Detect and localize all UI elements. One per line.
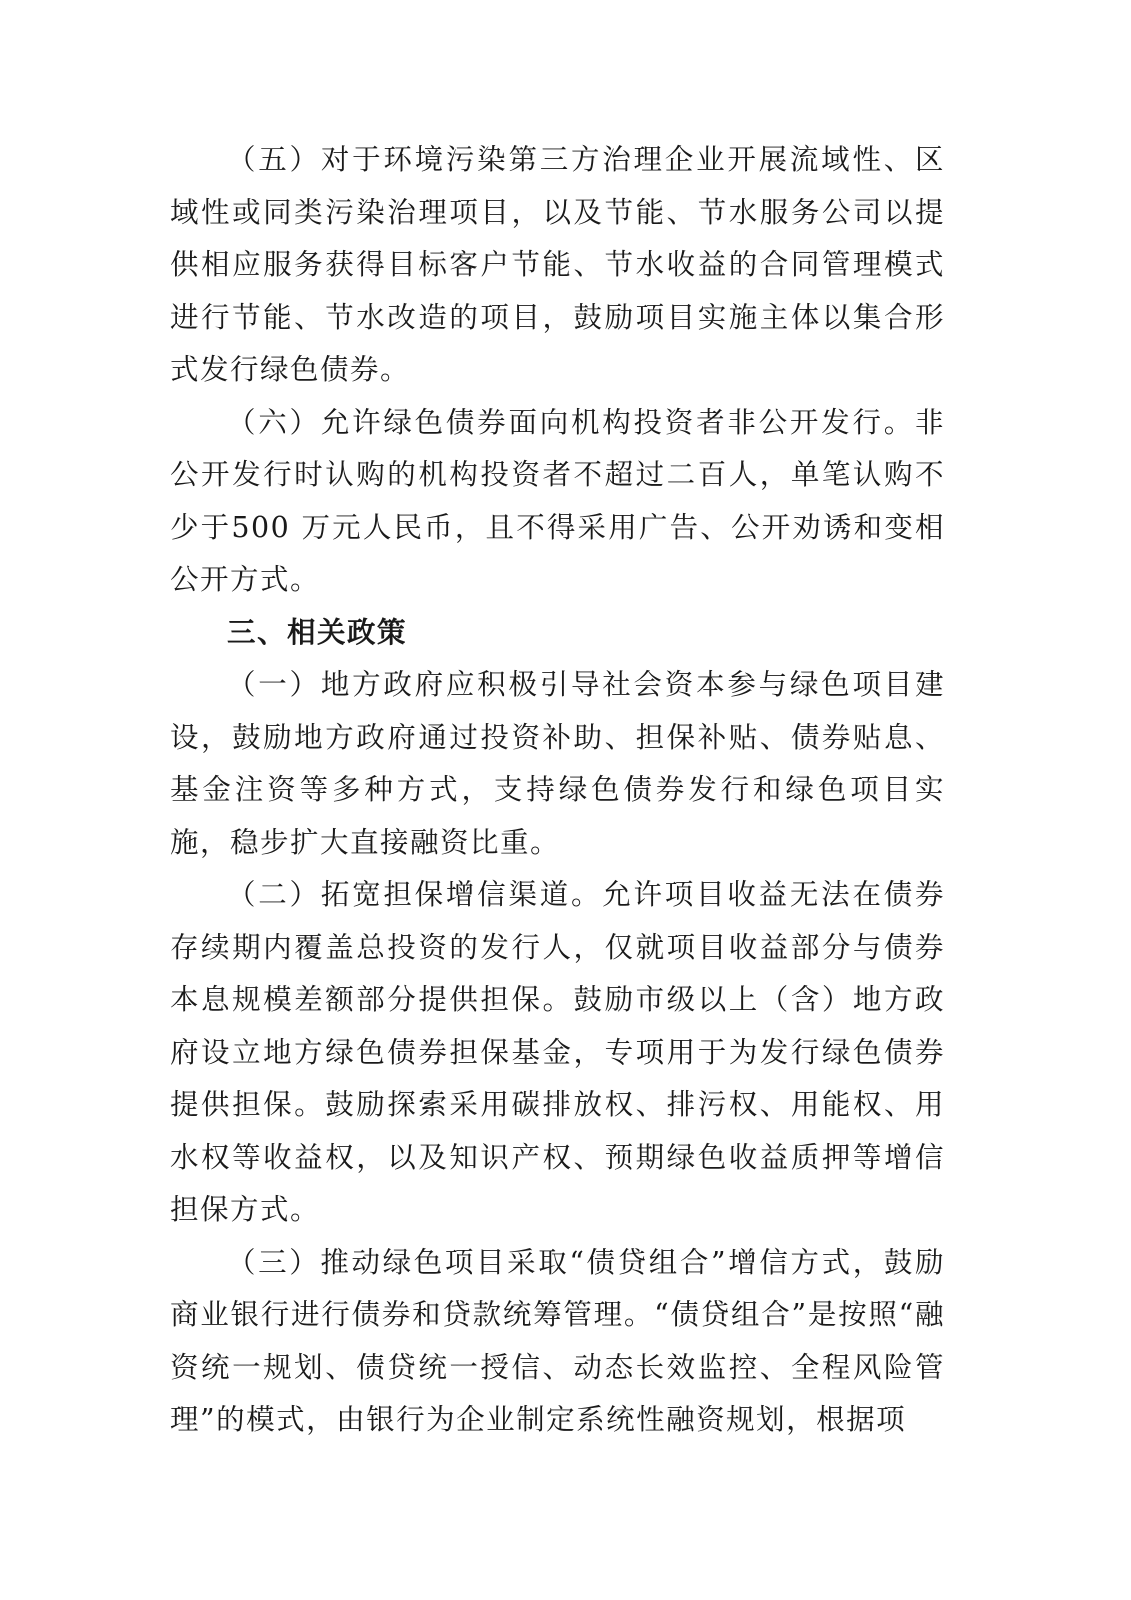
- document-page: [170, 134, 945, 1447]
- paragraph-item-6: （六）允许绿色债券面向机构投资者非公开发行。非公开发行时认购的机构投资者不超过二百人，单笔认购不少于500 万元人民币，且不得采用广告、公开劝诱和变相公开方式。: [170, 405, 945, 596]
- paragraph-item-5: （五）对于环境污染第三方治理企业开展流域性、区域性或同类污染治理项目，以及节能、节水服务公司以提供相应服务获得目标客户节能、节水收益的合同管理模式进行节能、节水改造的项目，鼓励项目实施主体以集合形式发行绿色债券。: [170, 143, 945, 386]
- paragraph-policy-2: （二）拓宽担保增信渠道。允许项目收益无法在债券存续期内覆盖总投资的发行人，仅就项目收益部分与债券本息规模差额部分提供担保。鼓励市级以上（含）地方政府设立地方绿色债券担保基金，专项用于为发行绿色债券提供担保。鼓励探索采用碳排放权、排污权、用能权、用水权等收益权，以及知识产权、预期绿色收益质押等增信担保方式。: [170, 878, 945, 1226]
- paragraph-policy-1: （一）地方政府应积极引导社会资本参与绿色项目建设，鼓励地方政府通过投资补助、担保补贴、债券贴息、基金注资等多种方式，支持绿色债券发行和绿色项目实施，稳步扩大直接融资比重。: [170, 668, 945, 859]
- paragraph-policy-3: （三）推动绿色项目采取“债贷组合”增信方式，鼓励商业银行进行债券和贷款统筹管理。“债贷组合”是按照“融资统一规划、债贷统一授信、动态长效监控、全程风险管理”的模式，由银行为企业制定系统性融资规划，根据项: [170, 1245, 945, 1436]
- section-heading-3: 三、相关政策: [227, 615, 408, 649]
